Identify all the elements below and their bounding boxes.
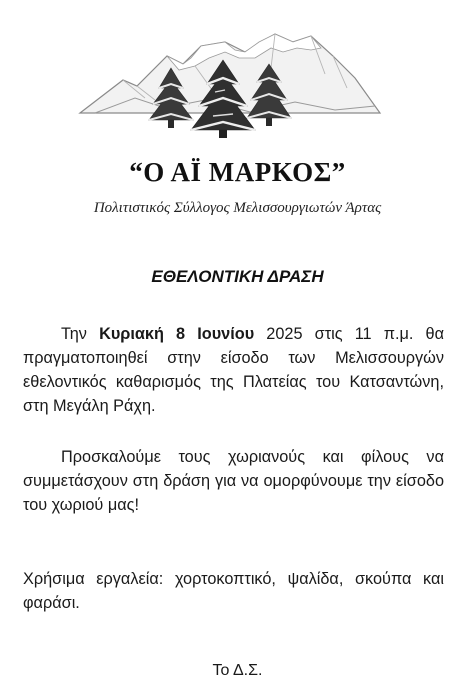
event-text-prefix: Την	[61, 325, 100, 343]
signature: Το Δ.Σ.	[212, 662, 263, 679]
event-paragraph	[23, 322, 444, 418]
organization-name: “Ο ΑΪ ΜΑΡΚΟΣ”	[129, 157, 346, 187]
mountain-tree-logo	[75, 28, 385, 138]
event-text-suffix: 2025 στις 11 π.μ. θα πραγματοποιηθεί στην είσοδο των Μελισσουργών εθελοντικός καθαρισμός της Πλατείας του Κατσαντώνη, στη Μεγάλη Ράχη.	[23, 325, 444, 415]
organization-subtitle: Πολιτιστικός Σύλλογος Μελισσουργιωτών Άρτας	[93, 200, 382, 216]
tools-paragraph: Χρήσιμα εργαλεία: χορτοκοπτικό, ψαλίδα, σκούπα και φαράσι.	[23, 570, 444, 612]
event-date: Κυριακή 8 Ιουνίου	[99, 325, 255, 343]
notice-title: ΕΘΕΛΟΝΤΙΚΗ ΔΡΑΣΗ	[151, 267, 324, 286]
invitation-paragraph: Προσκαλούμε τους χωριανούς και φίλους να συμμετάσχουν στη δράση για να ομορφύνουμε την είσοδο του χωριού μας!	[23, 448, 444, 514]
